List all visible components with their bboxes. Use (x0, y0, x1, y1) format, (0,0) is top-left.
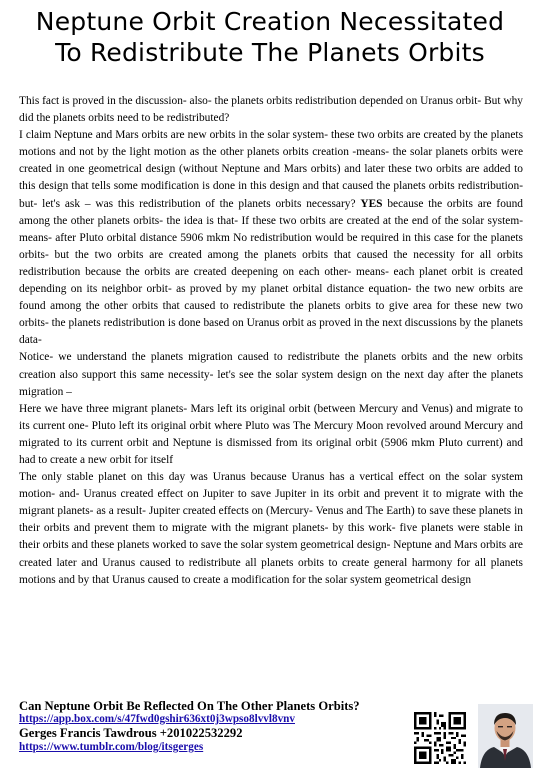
yes-emphasis: YES (360, 197, 383, 210)
paragraph-2 (19, 127, 523, 349)
paragraph-3: Notice- we understand the planets migration caused to redistribute the planets orbits and the new orbits creation also support this same necessity- let's see the solar system design on the next day after the planets migration – (19, 351, 523, 398)
paragraph-1: This fact is proved in the discussion- also- the planets orbits redistribution depended on Uranus orbit- But why did the planets orbits need to be redistributed? (19, 95, 523, 125)
page-title (8, 6, 532, 68)
paragraph-4: Here we have three migrant planets- Mars left its original orbit (between Mercury and Venus) and migrate to its current one- Pluto left its original orbit where Pluto was The Mercury Moon revolved around Mercury and migrated to its current orbit and Neptune is dismissed from its original orbit (5906 mkm Pluto current) and had to create a new orbit for itself (19, 402, 523, 466)
box-link[interactable]: https://app.box.com/s/47fwd0gshir636xt0j3wpso8lvvl8vnv (19, 713, 295, 725)
title-line-2: To Redistribute The Planets Orbits (55, 38, 485, 67)
author-contact: Gerges Francis Tawdrous +201022532292 (19, 726, 243, 740)
qr-code-icon (414, 712, 466, 764)
author-photo (478, 704, 533, 768)
portrait-image (478, 704, 533, 768)
paragraph-5: The only stable planet on this day was Uranus because Uranus has a vertical effect on the solar system motion- and- Uranus created effect on Jupiter to save Jupiter in its orbit and prevent it to migrate with the migrant planets- as a result- Jupiter created effects on (Mercury- Venus and The Earth) to save these planets in their orbits and prevent them to migrate with the migrant planets- by this work- five planets were stable in their orbits and these planets worked to save the solar system geometrical design- Neptune and Mars orbits are created later and Uranus caused to redistribute all planets orbits to create general harmony for all planets motions and by that Uranus caused to create a modification for the solar system geometrical design (19, 471, 523, 586)
paragraph-2-part-b: because the orbits are found among the other planets orbits- the idea is that- If these two orbits are created at the end of the solar system- means- after Pluto orbital distance 5906 mkm No redistribution would be required in this case for the planets orbits- but the two orbits are created among the planets orbits that caused the necessity for all orbits redistribution because the orbits are created deepening on each other- means- each planet orbit is created depending on its neighbor orbit- as proved by my planet orbital distance equation- the two new orbits are found among the other orbits that caused to redistribute the planets orbits to give area for these new two orbits- the planets redistribution is done based on Uranus orbit as proved in the next discussions by the planets data- (19, 197, 523, 347)
title-line-1: Neptune Orbit Creation Necessitated (35, 7, 505, 36)
article-body (19, 93, 523, 589)
footer-heading: Can Neptune Orbit Be Reflected On The Other Planets Orbits? (19, 699, 360, 713)
footer (19, 699, 409, 754)
paragraph-2-part-a: I claim Neptune and Mars orbits are new orbits in the solar system- these two orbits are created by the planets motions and not by the light motion as the other planets orbits creation -means- the solar planets orbits were created in one geometrical design (without Neptune and Mars orbits) and later these two orbits are added to this design that tells some modification is done in this design and that caused the planets orbits redistribution- but- let's ask – was this redistribution of the planets orbits necessary? (19, 129, 523, 210)
tumblr-link[interactable]: https://www.tumblr.com/blog/itsgerges (19, 741, 204, 753)
